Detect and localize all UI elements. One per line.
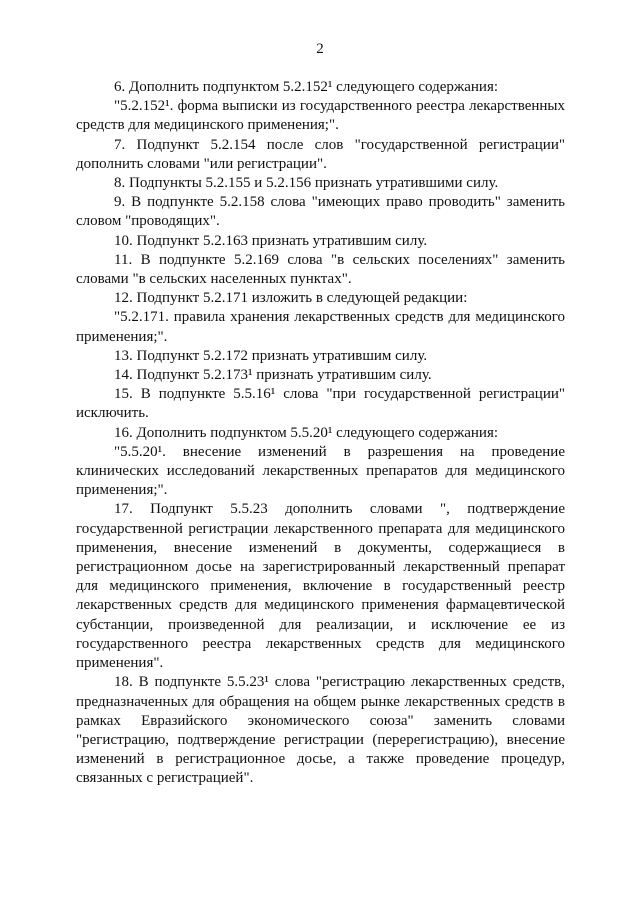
paragraph-item-12: 12. Подпункт 5.2.171 изложить в следующей редакции:: [114, 290, 468, 307]
paragraph-quote-5-5-20-1: "5.5.20¹. внесение изменений в разрешения на проведение клинических исследований лекарственных препаратов для медицинского применения;".: [76, 443, 565, 499]
paragraph-item-9: 9. В подпункте 5.2.158 слова "имеющих право проводить" заменить словом "проводящих".: [76, 194, 565, 230]
paragraph-quote-5-2-152-1: "5.2.152¹. форма выписки из государственного реестра лекарственных средств для медицинского применения;".: [76, 98, 565, 134]
paragraph-item-14: 14. Подпункт 5.2.173¹ признать утратившим силу.: [114, 367, 432, 384]
paragraph-item-15: 15. В подпункте 5.5.16¹ слова "при государственной регистрации" исключить.: [76, 386, 565, 422]
paragraph-item-18: 18. В подпункте 5.5.23¹ слова "регистрацию лекарственных средств, предназначенных для обращения на общем рынке лекарственных средств в рамках Евразийского экономического союза" заменить словами "регистрацию, подтверждение регистрации (перерегистрацию), внесение изменений в регистрационное досье, а также проведение процедур, связанных с регистрацией".: [76, 674, 565, 787]
paragraph-item-16: 16. Дополнить подпунктом 5.5.20¹ следующего содержания:: [114, 424, 499, 441]
paragraph-item-11: 11. В подпункте 5.2.169 слова "в сельских поселениях" заменить словами "в сельских населенных пунктах".: [76, 251, 565, 288]
document-body: [76, 78, 565, 789]
page-number: 2: [316, 41, 324, 57]
paragraph-item-10: 10. Подпункт 5.2.163 признать утратившим силу.: [114, 232, 428, 249]
paragraph-item-7: 7. Подпункт 5.2.154 после слов "государственной регистрации" дополнить словами "или регистрации".: [76, 136, 565, 172]
paragraph-item-8: 8. Подпункты 5.2.155 и 5.2.156 признать утратившими силу.: [114, 175, 499, 192]
paragraph-item-6: 6. Дополнить подпунктом 5.2.152¹ следующего содержания:: [114, 79, 499, 95]
paragraph-item-17: 17. Подпункт 5.5.23 дополнить словами ", подтверждение государственной регистрации лекарственного препарата для медицинского применения, внесение изменений в документы, содержащиеся в регистрационном досье на зарегистрированный лекарственный препарат для медицинского применения, включение в государственный реестр лекарственных средств для медицинского применения фармацевтической субстанции, произведенной для реализации, и исключение ее из государственного реестра лекарственных средств для медицинского применения".: [76, 501, 565, 672]
paragraph-quote-5-2-171: "5.2.171. правила хранения лекарственных средств для медицинского применения;".: [76, 309, 565, 345]
paragraph-item-13: 13. Подпункт 5.2.172 признать утратившим силу.: [114, 347, 428, 364]
